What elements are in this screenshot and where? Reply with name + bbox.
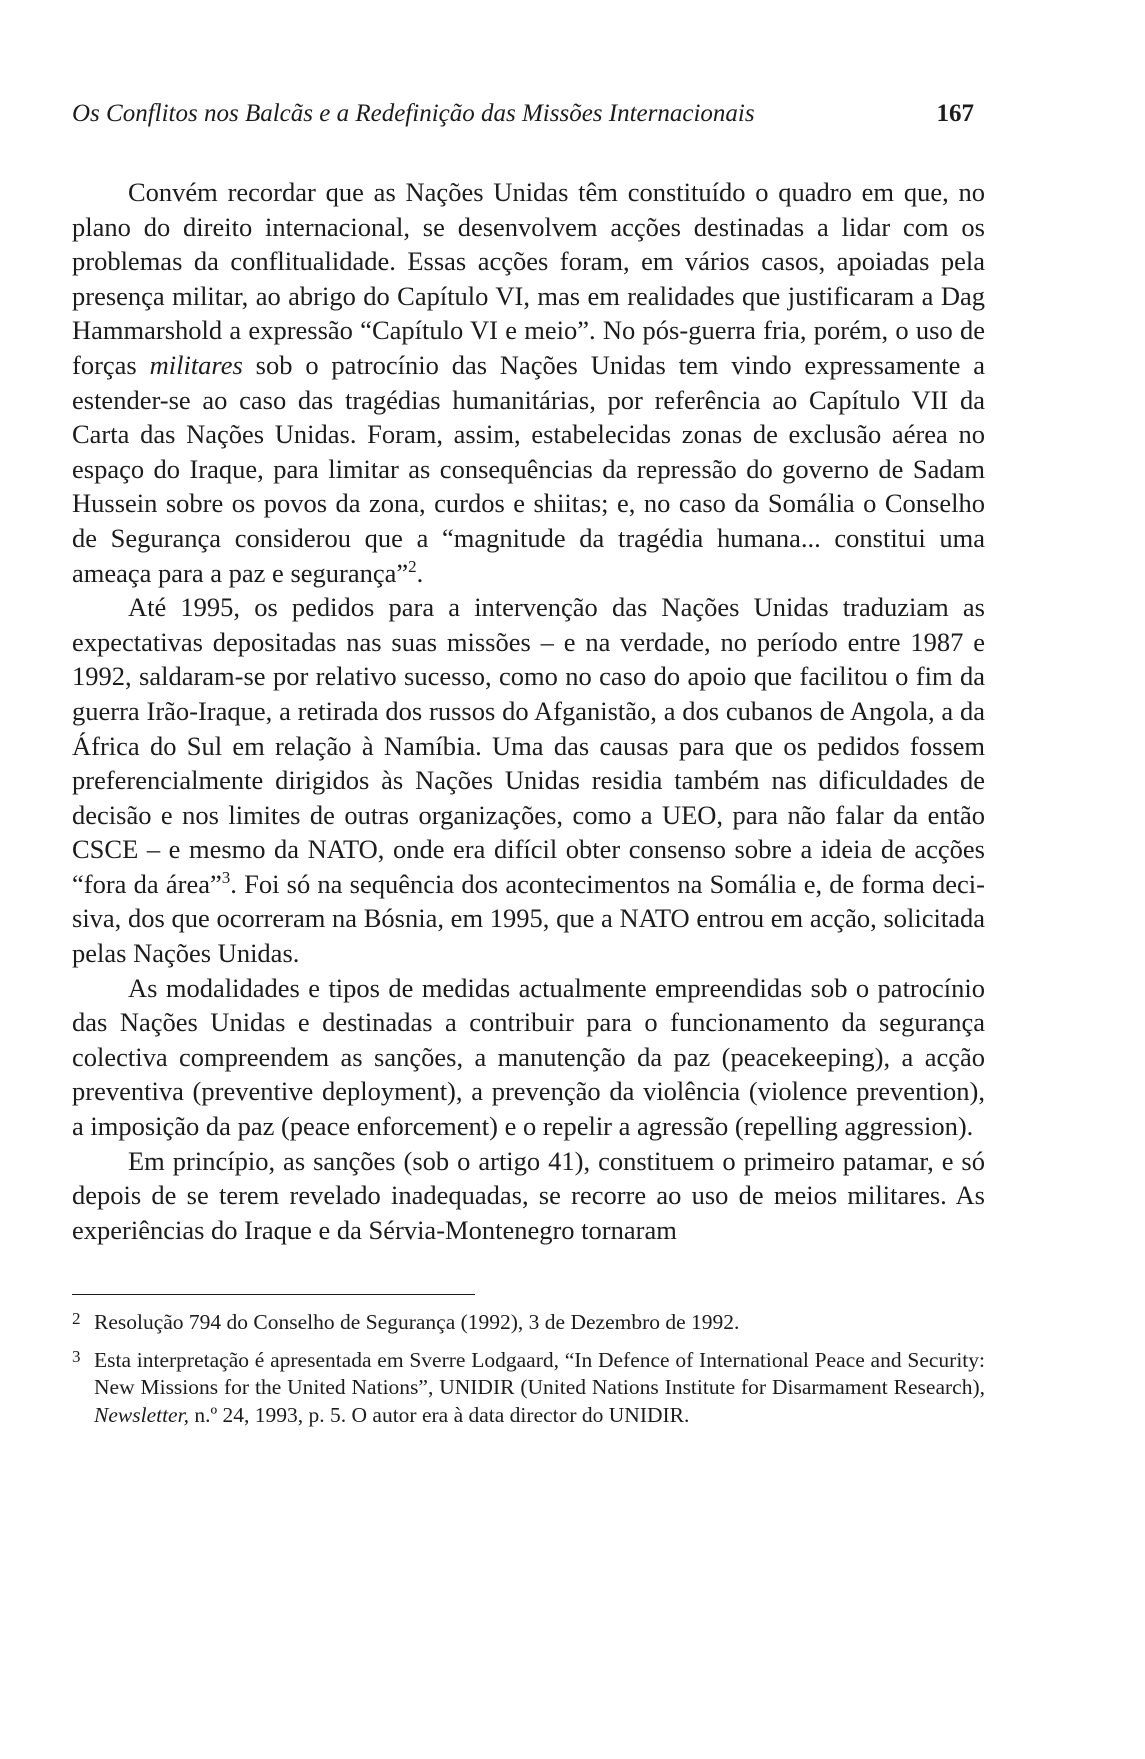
footnote-ref-3[interactable]: 3: [221, 867, 231, 887]
footnotes: [72, 1309, 985, 1429]
paragraph-2: [72, 590, 985, 971]
paragraph-2-text-b: . Foi só na sequência dos acontecimentos na Somália e, de forma decisiva, dos que ocorreram na Bósnia, em 1995, que a NATO entrou em acção, solicitada pelas Nações Unidas.: [72, 868, 985, 969]
paragraph-3: As modalidades e tipos de medidas actualmente empreendidas sob o patrocínio das Nações Unidas e destinadas a contribuir para o funcionamento da segurança colectiva compreendem as sanções, a manutenção da paz (peacekeeping), a acção preventiva (preventive deployment), a prevenção da violência (violence prevention), a imposição da paz (peace enforcement) e o repelir a agressão (repelling aggression).: [72, 972, 985, 1142]
book-page: [72, 100, 985, 1439]
footnote-number: 3: [72, 1346, 81, 1366]
footnote-text-a: Esta interpretação é apresentada em Sverre Lodgaard, “In Defence of International Peace and Security: New Missions for the United Nations”, UNIDIR (United Nations Institute for Disarmament Research),: [94, 1347, 985, 1400]
paragraph-1: [72, 175, 985, 590]
footnote-text: Resolução 794 do Conselho de Segurança (1992), 3 de Dezembro de 1992.: [94, 1310, 740, 1335]
emphasis-militares: militares: [149, 349, 243, 380]
paragraph-1-text-a: Convém recordar que as Nações Unidas têm constituído o quadro em que, no plano do direito internacional, se desenvolvem acções destinadas a lidar com os problemas da conflitualidade. Essas acções foram, em vários casos, apoiadas pela presença militar, ao abrigo do Capítulo VI, mas em realidades que justificaram a Dag Hammarshold a expressão “Capítulo VI e meio”. No pós-guerra fria, porém, o uso de forças: [72, 177, 985, 380]
paragraph-2-text-a: Até 1995, os pedidos para a intervenção das Nações Unidas traduziam as expectativas depositadas nas suas missões – e na verdade, no período entre 1987 e 1992, saldaram-se por relativo sucesso, como no caso do apoio que facilitou o fim da guerra Irão-Iraque, a retirada dos russos do Afganistão, a dos cubanos de Angola, a da África do Sul em relação à Namíbia. Uma das causas para que os pedidos fossem preferencialmente dirigidos às Nações Unidas residia também nas dificuldades de decisão e nos limites de outras organizações, como a UEO, para não falar da então CSCE – e mesmo da NATO, onde era difícil obter consenso sobre a ideia de acções “fora da área”: [72, 592, 985, 899]
footnote-number: 2: [72, 1309, 81, 1329]
body-text: [72, 175, 985, 1247]
footnote-divider: [72, 1294, 475, 1295]
footnote-text-b: n.º 24, 1993, p. 5. O autor era à data director do UNIDIR.: [188, 1402, 690, 1427]
paragraph-1-text-b: sob o patrocínio das Nações Unidas tem vindo expressamente a estender-se ao caso das tragédias humanitárias, por referência ao Capítulo VII da Carta das Nações Unidas. Foram, assim, estabelecidas zonas de exclusão aérea no espaço do Iraque, para limitar as consequências da repressão do governo de Sadam Hussein sobre os povos da zona, curdos e shiitas; e, no caso da Somália o Conselho de Segurança considerou que a “magnitude da tragédia humana... constitui uma ameaça para a paz e segurança”: [72, 349, 985, 588]
paragraph-4: Em princípio, as sanções (sob o artigo 41), constituem o primeiro patamar, e só depois de se terem revelado inadequadas, se recorre ao uso de meios militares. As experiências do Iraque e da Sérvia-Montenegro tornaram: [72, 1145, 985, 1245]
running-header: [72, 100, 985, 128]
running-title: Os Conflitos nos Balcãs e a Redefinição das Missões Internacionais: [72, 100, 755, 127]
footnote-2: [72, 1309, 985, 1337]
footnote-ref-2[interactable]: 2: [408, 556, 417, 576]
page-number: 167: [936, 100, 974, 127]
paragraph-1-text-c: .: [416, 557, 424, 588]
emphasis-newsletter: Newsletter,: [94, 1402, 189, 1427]
footnote-3: [72, 1347, 985, 1430]
